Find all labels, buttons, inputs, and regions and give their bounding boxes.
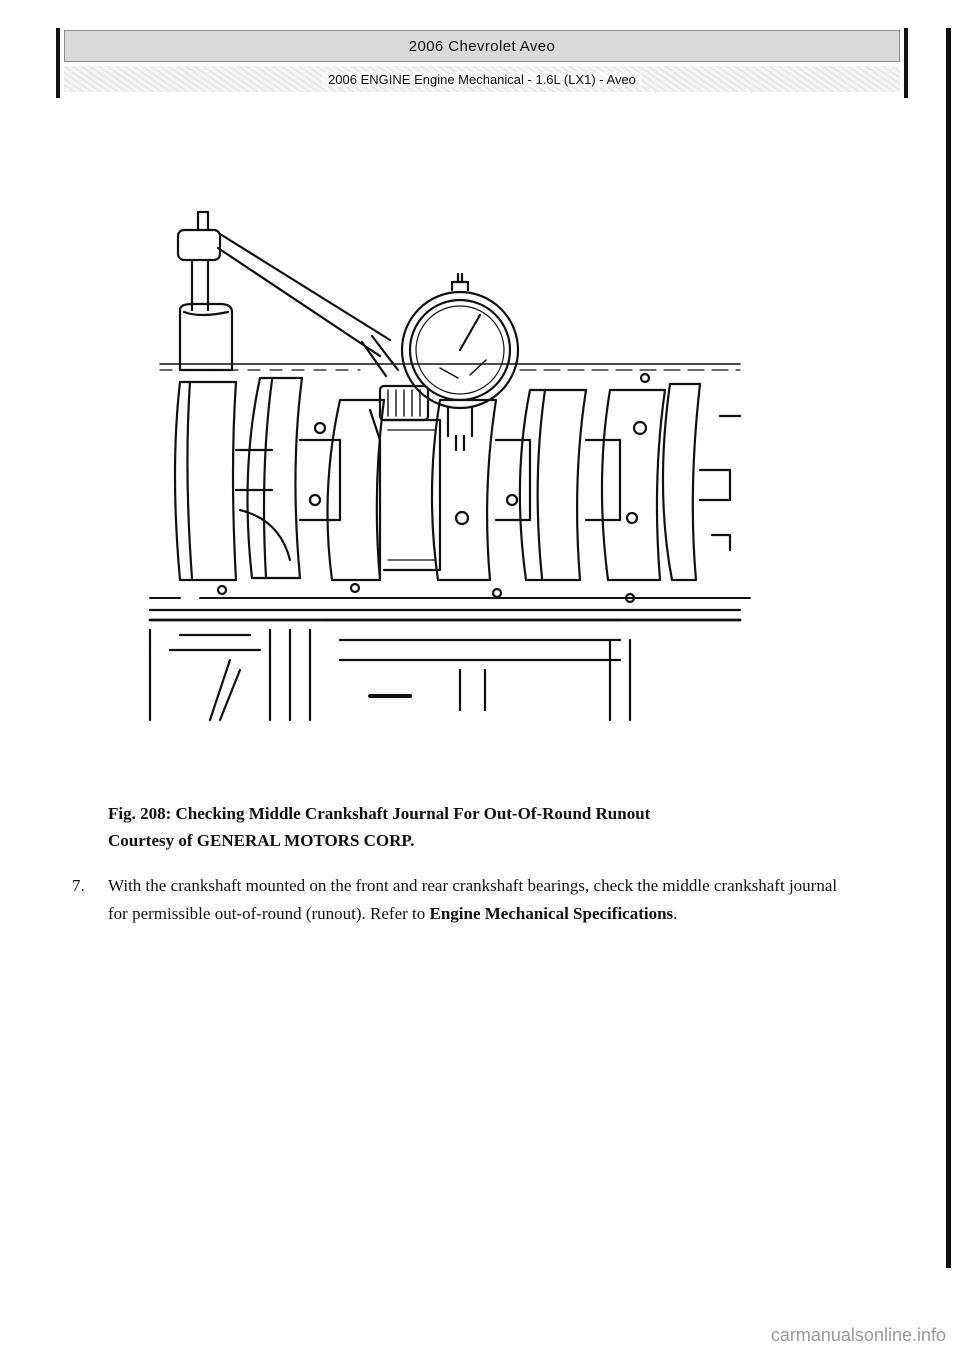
header-subtitle: 2006 ENGINE Engine Mechanical - 1.6L (LX1) - Aveo (322, 72, 642, 87)
page-edge-bar (946, 28, 951, 1268)
dial-gauge (380, 274, 518, 450)
crankshaft-runout-illustration (140, 200, 760, 725)
header-subtitle-band (64, 66, 900, 92)
figure-caption (108, 800, 848, 854)
step-body-end: . (673, 904, 678, 923)
dial-indicator-stand (178, 212, 398, 376)
document-header (56, 28, 908, 98)
header-left-rule (56, 28, 60, 98)
caption-title: Fig. 208: Checking Middle Crankshaft Journal For Out-Of-Round Runout (108, 804, 651, 823)
step-body: With the crankshaft mounted on the front and rear crankshaft bearings, check the middle crankshaft journal for permissible out-of-round (runout). Refer to (108, 876, 838, 923)
step-text (108, 872, 850, 928)
step-number: 7. (72, 876, 85, 895)
engine-block (150, 364, 750, 720)
site-watermark: carmanualsonline.info (770, 1325, 946, 1345)
header-right-rule (904, 28, 908, 98)
header-title: 2006 Chevrolet Aveo (64, 30, 900, 62)
specifications-reference-link[interactable]: Engine Mechanical Specifications (429, 904, 674, 923)
caption-credit: Courtesy of GENERAL MOTORS CORP. (108, 831, 415, 850)
